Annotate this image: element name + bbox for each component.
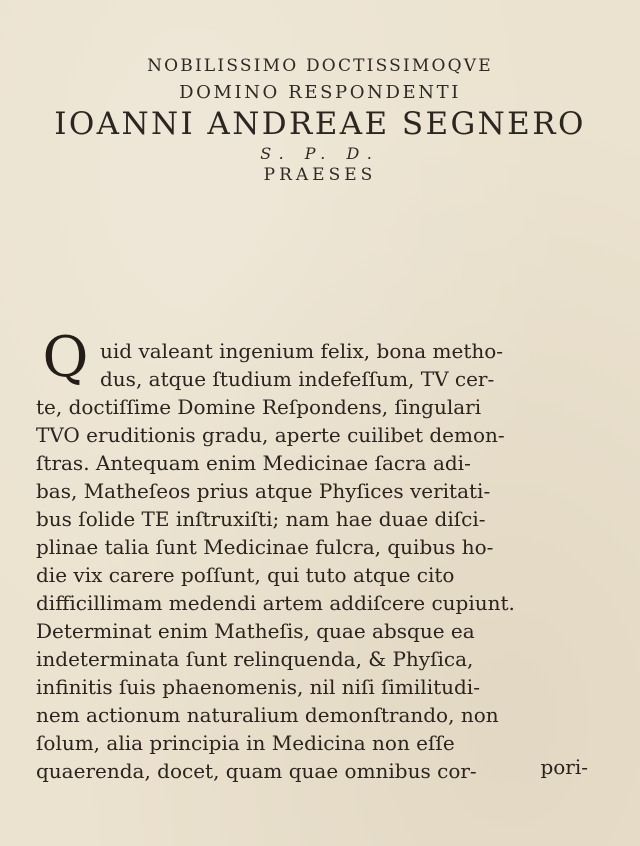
- body-line: te, doctiſſime Domine Reſpondens, ſingulari: [36, 395, 482, 419]
- body-line: Determinat enim Matheſis, quae absque ea: [36, 619, 475, 643]
- body-line: bus ſolide TE inſtruxiſti; nam hae duae diſci-: [36, 507, 486, 531]
- body-line: nem actionum naturalium demonſtrando, non: [36, 703, 499, 727]
- body-line: bas, Matheſeos prius atque Phyſices veritati-: [36, 479, 491, 503]
- body-line: die vix carere poſſunt, qui tuto atque cito: [36, 563, 455, 587]
- header-line-1: NOBILISSIMO DOCTISSIMOQVE: [147, 56, 493, 76]
- body-line: uid valeant ingenium felix, bona metho-: [100, 339, 504, 363]
- body-line: ſolum, alia principia in Medicina non eſſe: [36, 731, 455, 755]
- body-line: infinitis ſuis phaenomenis, nil niſi ſimilitudi-: [36, 675, 480, 699]
- body-line: indeterminata ſunt relinquenda, & Phyſica,: [36, 647, 474, 671]
- body-line: dus, atque ſtudium indefeſſum, TV cer-: [100, 367, 495, 391]
- body-line: TVO eruditionis gradu, aperte cuilibet demon-: [36, 423, 505, 447]
- body-line: plinae talia ſunt Medicinae fulcra, quibus ho-: [36, 535, 494, 559]
- catchword: pori-: [540, 755, 588, 779]
- dropcap: Q: [42, 325, 89, 390]
- body-line: difficillimam medendi artem addiſcere cupiunt.: [36, 591, 515, 615]
- body-line: quaerenda, docet, quam quae omnibus cor-: [36, 759, 477, 783]
- header-line-4: S. P. D.: [260, 144, 380, 163]
- header-line-3: IOANNI ANDREAE SEGNERO: [54, 106, 586, 142]
- header-line-2: DOMINO RESPONDENTI: [179, 82, 461, 103]
- body-line: ſtras. Antequam enim Medicinae ſacra adi-: [36, 451, 471, 475]
- header-line-5: PRAESES: [263, 165, 377, 185]
